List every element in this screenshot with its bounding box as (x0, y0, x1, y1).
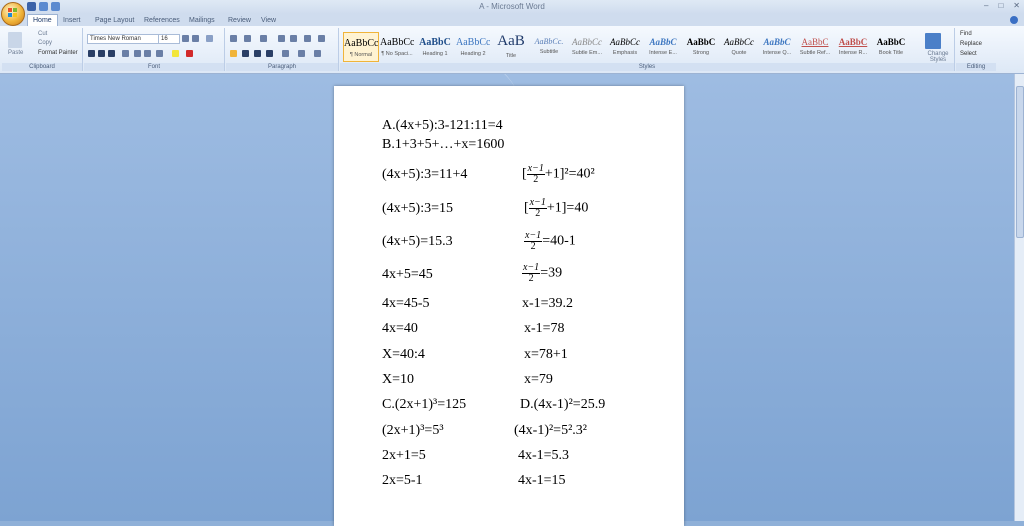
style-name: Emphasis (612, 50, 638, 56)
superscript-icon[interactable] (144, 50, 151, 57)
fraction (522, 263, 540, 284)
style-name: Book Title (878, 50, 904, 56)
font-size-select[interactable]: 16 (158, 34, 180, 44)
style-preview: AaBbCc. (534, 37, 564, 46)
right-step-tail: +1]²=40² (544, 166, 595, 182)
minimize-button[interactable]: – (984, 1, 989, 10)
strikethrough-icon[interactable] (122, 50, 129, 57)
style-subtitle[interactable] (532, 32, 566, 60)
style-heading-1[interactable] (418, 32, 452, 60)
right-step-tail: =40-1 (542, 233, 576, 249)
clipboard-label: Clipboard (2, 63, 82, 71)
quick-access-toolbar (27, 2, 60, 11)
document-page[interactable] (334, 86, 684, 526)
left-step: (4x+5):3=11+4 (382, 167, 468, 182)
style-name: ¶ No Spaci... (381, 51, 413, 57)
tab-insert[interactable]: Insert (63, 17, 81, 24)
style-preview: AaBbC (686, 37, 716, 47)
select-button[interactable]: Select (960, 51, 977, 57)
problem-c: C.(2x+1)³=125 (382, 397, 467, 412)
fraction-denominator: 2 (533, 174, 539, 185)
style-strong[interactable] (684, 32, 718, 60)
style-name: Quote (731, 50, 747, 56)
editing-group (956, 28, 996, 71)
styles-label: Styles (340, 63, 954, 71)
align-center-icon[interactable] (242, 50, 249, 57)
italic-icon[interactable] (98, 50, 105, 57)
fraction (527, 164, 545, 185)
tab-page-layout[interactable]: Page Layout (95, 17, 135, 24)
style-name: Heading 2 (460, 51, 486, 57)
style-preview: AaBbC (763, 37, 791, 47)
left-step: 2x=5-1 (382, 473, 423, 488)
style-preview: AaBbCc (380, 37, 414, 48)
right-step: 4x-1=5.3 (518, 448, 570, 463)
fraction-denominator: 2 (530, 241, 536, 252)
left-step: X=10 (382, 372, 415, 387)
left-step: (4x+5)=15.3 (382, 234, 453, 249)
undo-icon[interactable] (39, 2, 48, 11)
right-step: x-1=39.2 (522, 296, 574, 311)
left-step: 4x=40 (382, 321, 418, 336)
right-step: (4x-1)²=5².3² (514, 423, 587, 438)
replace-button[interactable]: Replace (960, 41, 983, 47)
redo-icon[interactable] (51, 2, 60, 11)
align-left-icon[interactable] (230, 50, 237, 57)
right-step: x=78+1 (524, 347, 568, 362)
style-name: ¶ Normal (349, 52, 373, 58)
vertical-scrollbar[interactable] (1014, 74, 1024, 521)
styles-group (340, 28, 955, 71)
left-step: 2x+1=5 (382, 448, 426, 463)
line-spacing-icon[interactable] (282, 50, 289, 57)
decrease-indent-icon[interactable] (278, 35, 285, 42)
font-group (84, 28, 225, 71)
style-name: Subtle Ref... (799, 50, 831, 56)
find-button[interactable]: Find (960, 31, 972, 37)
help-icon[interactable] (1010, 16, 1018, 24)
right-step-fraction (524, 231, 576, 252)
close-button[interactable]: ✕ (1013, 1, 1020, 10)
sort-icon[interactable] (304, 35, 311, 42)
tab-home[interactable]: Home (27, 14, 58, 27)
style-name: Subtitle (539, 49, 559, 55)
clipboard-group (2, 28, 83, 71)
style-name: Subtle Em... (572, 50, 602, 56)
style-preview: AaBbCc (610, 37, 640, 47)
right-step-tail: =39 (540, 265, 563, 281)
style-preview: AaBbC (419, 37, 451, 48)
problem-b: B.1+3+5+…+x=1600 (382, 137, 505, 152)
bullets-icon[interactable] (230, 35, 237, 42)
right-step: x-1=78 (524, 321, 565, 336)
office-logo-icon (8, 8, 18, 18)
shrink-font-icon[interactable] (192, 35, 199, 42)
style-preview: AaBbCc (724, 37, 754, 47)
style-preview: AaBbC (649, 37, 677, 47)
align-right-icon[interactable] (254, 50, 261, 57)
show-marks-icon[interactable] (318, 35, 325, 42)
ribbon (0, 26, 1024, 74)
problem-a: A.(4x+5):3-121:11=4 (382, 118, 503, 133)
style-intense-reference[interactable] (836, 32, 870, 60)
style-preview: AaBbC (838, 37, 868, 47)
change-styles-button[interactable]: Change Styles (927, 51, 949, 63)
right-step-fraction: [ $\frac{x-1}{2}$ +1]=40 (524, 197, 589, 219)
style-subtle-reference[interactable] (798, 32, 832, 60)
tab-mailings[interactable]: Mailings (189, 17, 215, 24)
grow-font-icon[interactable] (182, 35, 189, 42)
tab-references[interactable]: References (144, 17, 180, 24)
style-preview: AaBbC (801, 37, 829, 47)
left-step: 4x=45-5 (382, 296, 430, 311)
problem-d: D.(4x-1)²=25.9 (520, 397, 606, 412)
highlight-icon[interactable] (172, 50, 179, 57)
underline-icon[interactable] (108, 50, 115, 57)
style-preview: AaBbCc (572, 37, 602, 47)
right-step-tail: +1]=40 (546, 200, 589, 216)
style-heading-2[interactable] (456, 32, 490, 60)
fraction-numerator: x−1 (527, 163, 544, 174)
window-title: A - Microsoft Word (479, 2, 545, 11)
office-button[interactable] (1, 2, 25, 26)
left-step: (2x+1)³=5³ (382, 423, 444, 438)
subscript-icon[interactable] (134, 50, 141, 57)
style-book-title[interactable] (874, 32, 908, 60)
title-bar (0, 0, 1024, 14)
window-controls (984, 1, 1020, 10)
fraction (524, 231, 542, 252)
copy-button[interactable]: Copy (38, 40, 53, 46)
left-step: X=40:4 (382, 347, 425, 362)
style-no-spacing[interactable] (380, 32, 414, 60)
style-normal[interactable] (343, 32, 379, 62)
multilevel-list-icon[interactable] (260, 35, 267, 42)
style-intense-emphasis[interactable] (646, 32, 680, 60)
left-step: (4x+5):3=15 (382, 201, 454, 216)
shading-icon[interactable] (298, 50, 305, 57)
left-step: 4x+5=45 (382, 267, 433, 282)
style-preview: AaBbC (876, 37, 906, 47)
fraction-numerator: x−1 (525, 230, 542, 241)
ribbon-tabs (0, 14, 1024, 26)
style-preview: AaBbCc (344, 38, 378, 49)
paste-icon[interactable] (8, 32, 22, 48)
style-title[interactable] (494, 32, 528, 60)
maximize-button[interactable]: □ (998, 1, 1004, 10)
fraction-numerator: x−1 (529, 197, 546, 208)
style-name: Heading 1 (422, 51, 448, 57)
style-name: Strong (692, 50, 710, 56)
clear-format-icon[interactable] (206, 35, 213, 42)
borders-icon[interactable] (314, 50, 321, 57)
right-step: x=79 (524, 372, 553, 387)
style-subtle-emphasis[interactable] (570, 32, 604, 60)
paste-button[interactable]: Paste (8, 50, 24, 56)
fraction-denominator: 2 (528, 273, 534, 284)
numbering-icon[interactable] (244, 35, 251, 42)
paragraph-group (226, 28, 339, 71)
fraction (529, 198, 547, 219)
increase-indent-icon[interactable] (290, 35, 297, 42)
style-name: Intense E... (649, 50, 677, 56)
style-name: Intense R... (838, 50, 868, 56)
change-case-icon[interactable] (156, 50, 163, 57)
scrollbar-thumb[interactable] (1016, 86, 1024, 238)
tab-view[interactable]: View (261, 17, 277, 24)
style-preview: AaB (497, 33, 525, 49)
style-emphasis[interactable] (608, 32, 642, 60)
bold-icon[interactable] (88, 50, 95, 57)
font-color-icon[interactable] (186, 50, 193, 57)
right-step: 4x-1=15 (518, 473, 566, 488)
style-name: Title (505, 53, 517, 59)
format-painter-button[interactable]: Format Painter (38, 50, 78, 56)
style-quote[interactable] (722, 32, 756, 60)
fraction-denominator: 2 (535, 208, 541, 219)
editing-label: Editing (956, 63, 996, 71)
font-name-select[interactable]: Times New Roman (87, 34, 159, 44)
cut-button[interactable]: Cut (38, 31, 48, 37)
change-styles-icon[interactable] (925, 33, 941, 49)
right-step-fraction (522, 263, 562, 284)
style-preview: AaBbCc (456, 37, 490, 48)
style-intense-quote[interactable] (760, 32, 794, 60)
save-icon[interactable] (27, 2, 36, 11)
style-name: Intense Q... (762, 50, 792, 56)
right-step-fraction: [ $\frac{x-1}{2}$ +1]²=40² (522, 163, 595, 185)
fraction-numerator: x−1 (523, 262, 540, 273)
font-label: Font (84, 63, 224, 71)
paragraph-label: Paragraph (226, 63, 338, 71)
justify-icon[interactable] (266, 50, 273, 57)
tab-review[interactable]: Review (228, 17, 251, 24)
